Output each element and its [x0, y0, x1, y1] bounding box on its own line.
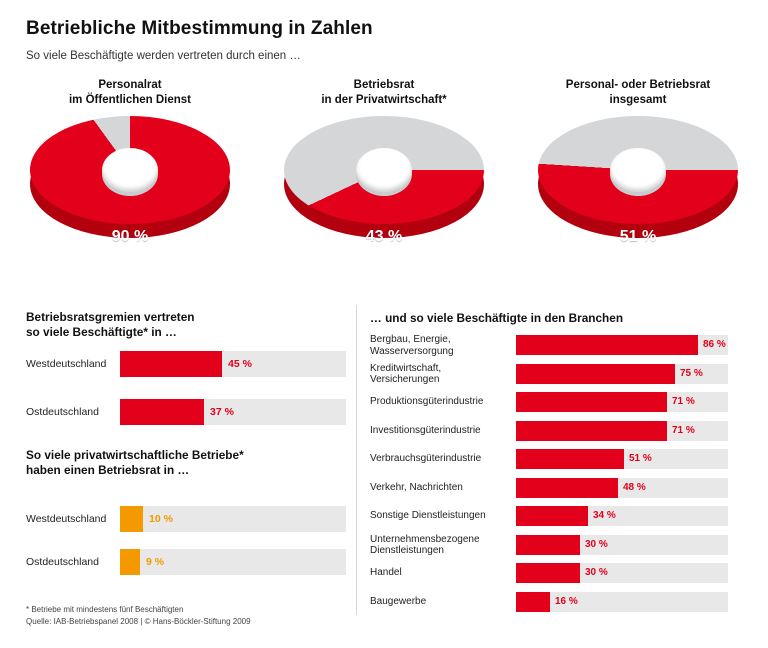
branch-bar-track: [516, 421, 728, 441]
bar-value: 37 %: [210, 406, 234, 418]
branch-label: Bergbau, Energie, Wasserversorgung: [370, 334, 454, 357]
branch-label: Baugewerbe: [370, 595, 427, 607]
branch-bar-track: [516, 535, 728, 555]
branch-bar-row: [0, 335, 768, 355]
branch-bar-value: 30 %: [585, 567, 608, 578]
branch-label: Verkehr, Nachrichten: [370, 481, 463, 493]
branch-bar-fill: [516, 335, 698, 355]
donut-value-label: 43 %: [365, 228, 403, 245]
branch-bar-track: [516, 449, 728, 469]
donut-graphic: [538, 116, 738, 245]
bar-label: Westdeutschland: [26, 513, 107, 525]
branch-bar-value: 86 %: [703, 339, 726, 350]
branch-bar-fill: [516, 421, 667, 441]
branch-label: Unternehmensbezogene Dienstleistungen: [370, 533, 480, 556]
branch-bar-fill: [516, 364, 675, 384]
donut-caption: Personalrat im Öffentlichen Dienst: [68, 79, 192, 106]
branch-bar-fill: [516, 592, 550, 612]
donut-caption: Personal- oder Betriebsrat insgesamt: [565, 79, 711, 106]
branch-bar-track: [516, 506, 728, 526]
branch-bar-row: [0, 364, 768, 384]
branch-label: Produktionsgüterindustrie: [370, 396, 484, 407]
donut-chart-betriebsrat: [274, 78, 494, 245]
donut-caption: Betriebsrat in der Privatwirtschaft*: [321, 79, 447, 106]
bar-label: Ostdeutschland: [26, 556, 99, 568]
branch-bar-value: 30 %: [585, 538, 608, 550]
branch-label: Handel: [370, 567, 402, 578]
branch-bar-fill: [516, 392, 667, 412]
donut-hole: [102, 148, 158, 192]
branch-bar-track: [516, 592, 728, 612]
branch-bar-value: 48 %: [623, 481, 646, 493]
branch-bar-track: [516, 335, 728, 355]
bar-label: Westdeutschland: [26, 358, 107, 370]
right-section-heading: … und so viele Beschäftigte in den Branchen: [370, 311, 624, 325]
donut-hole: [610, 148, 666, 192]
bar-value: 10 %: [149, 513, 173, 525]
footnote-line-2: Quelle: IAB-Betriebspanel 2008 | © Hans-Böckler-Stiftung 2009: [26, 617, 251, 626]
branch-label: Verbrauchsgüterindustrie: [370, 453, 482, 464]
branch-bar-row: [0, 392, 768, 412]
left-section-2-heading: So viele privatwirtschaftliche Betriebe* haben einen Betriebsrat in …: [26, 448, 244, 477]
branch-bar-fill: [516, 478, 618, 498]
branch-bar-value: 16 %: [555, 595, 578, 607]
branch-bar-track: [516, 478, 728, 498]
branch-bar-row: [0, 449, 768, 469]
donut-chart-insgesamt: [528, 78, 748, 245]
branch-label: Sonstige Dienstleistungen: [370, 510, 486, 521]
donut-value-label: 51 %: [619, 228, 657, 245]
donut-value-label: 90 %: [111, 228, 149, 245]
donut-graphic: [284, 116, 484, 245]
branch-bar-fill: [516, 535, 580, 555]
branch-bar-value: 71 %: [672, 396, 695, 407]
branch-bar-fill: [516, 563, 580, 583]
footnote-line-1: * Betriebe mit mindestens fünf Beschäftigten: [26, 605, 184, 614]
branch-label: Investitionsgüterindustrie: [370, 424, 481, 436]
bar-value: 45 %: [228, 358, 252, 370]
page-title: Betriebliche Mitbestimmung in Zahlen: [26, 18, 373, 39]
branch-bar-row: [0, 506, 768, 526]
branch-bar-fill: [516, 449, 624, 469]
donut-chart-personalrat: [20, 78, 240, 245]
branch-bar-value: 51 %: [629, 453, 652, 464]
branch-bar-value: 75 %: [680, 367, 703, 379]
branch-bar-track: [516, 563, 728, 583]
donut-hole: [356, 148, 412, 192]
branch-bar-row: [0, 478, 768, 498]
branch-bar-row: [0, 421, 768, 441]
page-subtitle: So viele Beschäftigte werden vertreten durch einen …: [26, 50, 301, 62]
branch-bar-value: 71 %: [672, 424, 695, 436]
bar-value: 9 %: [146, 556, 165, 568]
bar-label: Ostdeutschland: [26, 406, 99, 418]
branch-bar-row: [0, 535, 768, 555]
left-section-1-heading: Betriebsratsgremien vertreten so viele Beschäftigte* in …: [26, 310, 195, 339]
branch-bar-fill: [516, 506, 588, 526]
donut-graphic: [30, 116, 230, 245]
branch-bar-value: 34 %: [593, 510, 616, 521]
branch-bar-track: [516, 392, 728, 412]
branch-label: Kreditwirtschaft, Versicherungen: [370, 362, 442, 385]
branch-bar-row: [0, 563, 768, 583]
